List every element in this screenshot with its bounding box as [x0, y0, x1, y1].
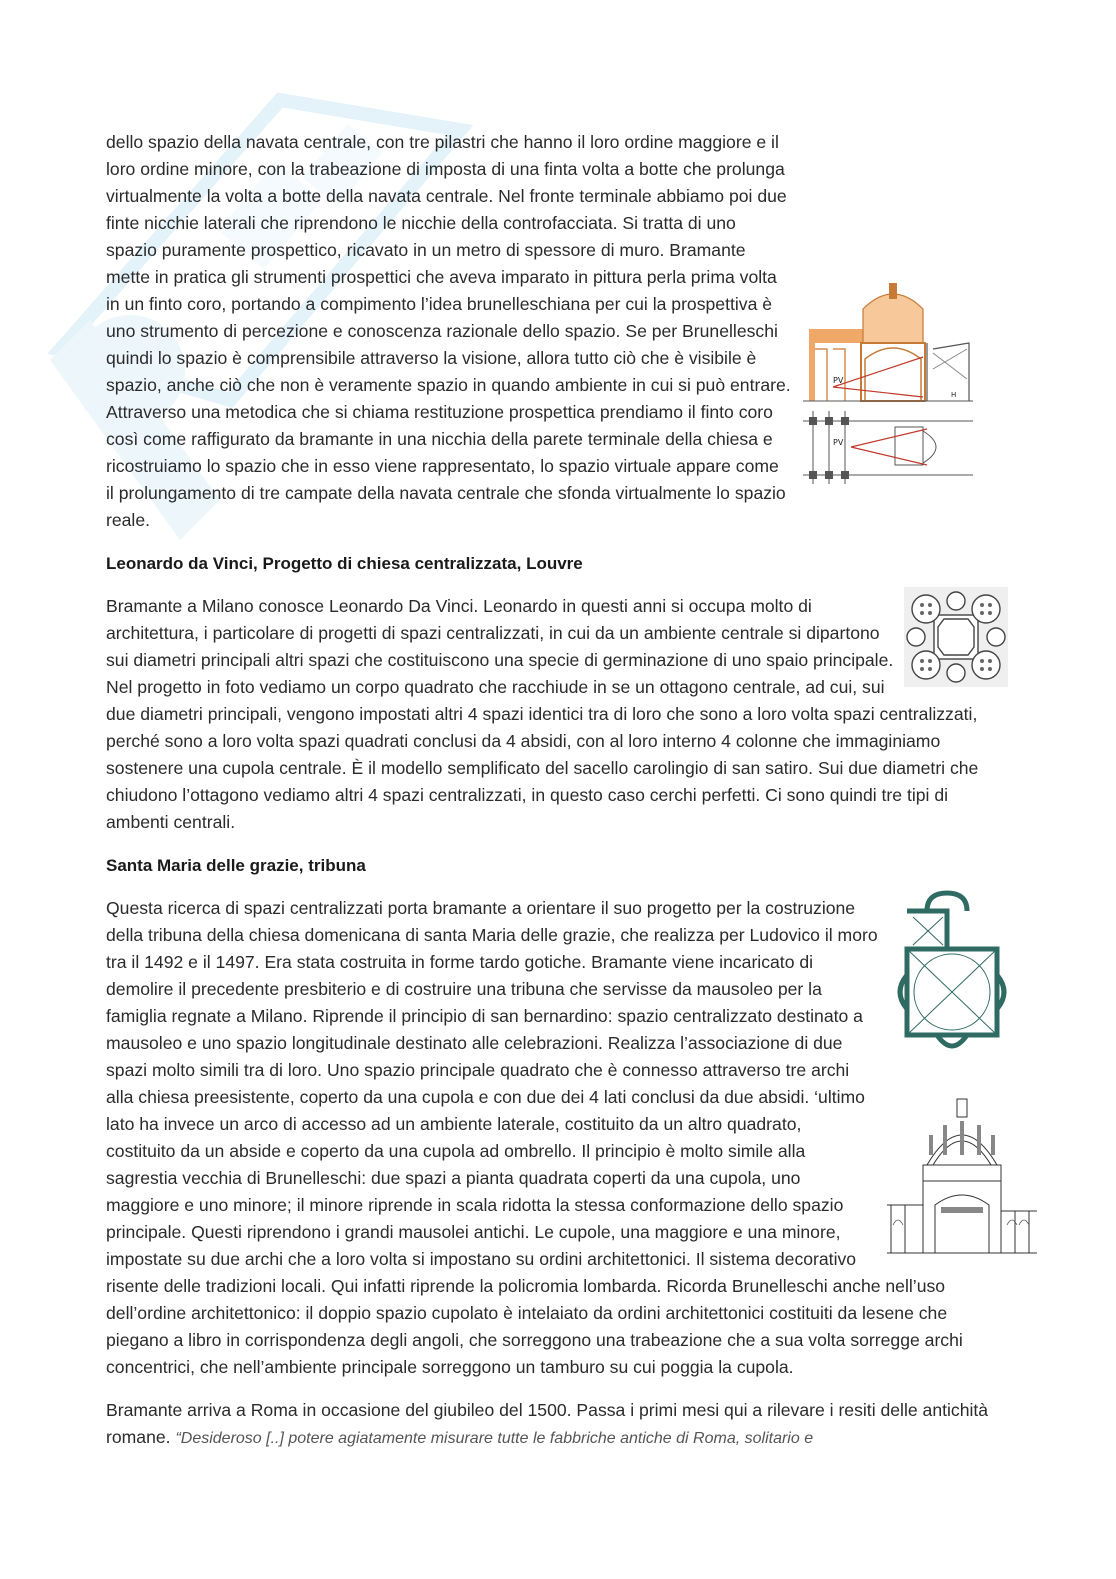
- grazie-heading: Santa Maria delle grazie, tribuna: [106, 856, 366, 875]
- grazie-paragraph: Questa ricerca di spazi centralizzati porta bramante a orientare il suo progetto per la costruzione della tribuna della chiesa domenicana di santa Maria delle grazie, che realizza per Ludovico il moro tra il 1492 e il 1497. Era stata costruita in forme tardo gotiche. Bramante viene incaricato di demolire il precedente presbiterio e di costruire una tribuna che servisse da mausoleo per la famiglia regnate a Milano. Riprende il principio di san bernardino: spazio centralizzato destinato a mausoleo e uno spazio longitudinale destinato alle celebrazioni. Realizza l’associazione di due spazi molto simili tra di loro. Uno spazio principale quadrato che è connesso attraverso tre archi alla chiesa preesistente, coperto da una cupola e con due dei 4 lati conclusi da due absidi. ‘ultimo lato ha invece un arco di accesso ad un ambiente laterale, costituito da un altro quadrato, costituito da un abside e coperto da una cupola ad ombrello. Il principio è molto simile alla sagrestia vecchia di Brunelleschi: due spazi a pianta quadrata coperti da una cupola, uno maggiore e uno minore; il minore riprende in scala ridotta la stessa conformazione dello spazio principale. Questi riprendono i grandi mausolei antichi. Le cupole, una maggiore e una minore, impostate su due archi che a loro volta si impostano su ordini architettonici. Il sistema decorativo risente delle tradizioni locali. Qui infatti riprende la policromia lombarda. Ricorda Brunelleschi anche nell’uso dell’ordine architettonico: il doppio spazio cupolato è intelaiato da ordini architettonici costituiti da lesene che piegano a libro in corrispondenza degli angoli, che sorreggono una trabeazione che a sua volta sorregge archi concentrici, che nell’ambiente principale sorreggono un tamburo su cui poggia la cupola.: [106, 898, 963, 1377]
- pv-label-bottom: PV: [833, 438, 844, 447]
- grazie-plan-figure: [893, 889, 1011, 1061]
- leonardo-paragraph: Bramante a Milano conosce Leonardo Da Vinci. Leonardo in questi anni si occupa molto di architettura, i particolare di progetti di spazi centralizzati, in cui da un ambiente centrale si dipartono sui diametri principali altri spazi che costituiscono una specie di germinazione di uno spaio principale. Nel progetto in foto vediamo un corpo quadrato che racchiude in se un ottagono centrale, ad cui, sui due diametri principali, vengono impostati altri 4 spazi identici tra di loro che sono a loro volta spazi centralizzati, perché sono a loro volta spazi quadrati conclusi da 4 absidi, con al loro interno 4 colonne che immaginiamo sostenere una cupola centrale. È il modello semplificato del sacello carolingio di san satiro. Sui due diametri che chiudono l’ottagono vediamo altri 4 spazi centralizzati, in questo caso cerchi perfetti. Ci sono quindi tre tipi di ambenti centrali.: [106, 596, 979, 832]
- h-label: H: [951, 391, 957, 399]
- grazie-section-figure: [887, 1095, 1037, 1257]
- roma-text: Bramante arriva a Roma in occasione del giubileo del 1500. Passa i primi mesi qui a rilevare i resiti delle antichità romane.: [106, 1400, 989, 1447]
- leonardo-heading: Leonardo da Vinci, Progetto di chiesa centralizzata, Louvre: [106, 554, 583, 573]
- prospective-restitution-figure: [803, 279, 973, 484]
- document-page: [106, 129, 1001, 1452]
- intro-paragraph: dello spazio della navata centrale, con tre pilastri che hanno il loro ordine maggiore e il loro ordine minore, con la trabeazione di imposta di una finta volta a botte che prolunga virtualmente la volta a botte della navata centrale. Nel fronte terminale abbiamo poi due finte nicchie laterali che riprendono le nicchie della controfacciata. Si tratta di uno spazio puramente prospettico, ricavato in un metro di spessore di muro. Bramante mette in pratica gli strumenti prospettici che aveva imparato in pittura perla prima volta in un finto coro, portando a compimento l’idea brunelleschiana per cui la prospettiva è uno strumento di percezione e conoscenza razionale dello spazio. Se per Brunelleschi quindi lo spazio è comprensibile attraverso la visione, allora tutto ciò che è visibile è spazio, anche ciò che non è veramente spazio in quando ambiente in cui si può entrare. Attraverso una metodica che si chiama restituzione prospettica prendiamo il finto coro così come raffigurato da bramante in una nicchia della parete terminale della chiesa e ricostruiamo lo spazio che in esso viene rappresentato, lo spazio virtuale appare come il prolungamento di tre campate della navata centrale che sfonda virtualmente lo spazio reale.: [106, 132, 791, 530]
- leonardo-plan-figure: [904, 587, 1008, 687]
- roma-quote: “Desideroso [..] potere agiatamente misurare tutte le fabbriche antiche di Roma, solitario e: [175, 1430, 814, 1447]
- pv-label-top: PV: [833, 376, 844, 385]
- roma-paragraph: [106, 1397, 1001, 1452]
